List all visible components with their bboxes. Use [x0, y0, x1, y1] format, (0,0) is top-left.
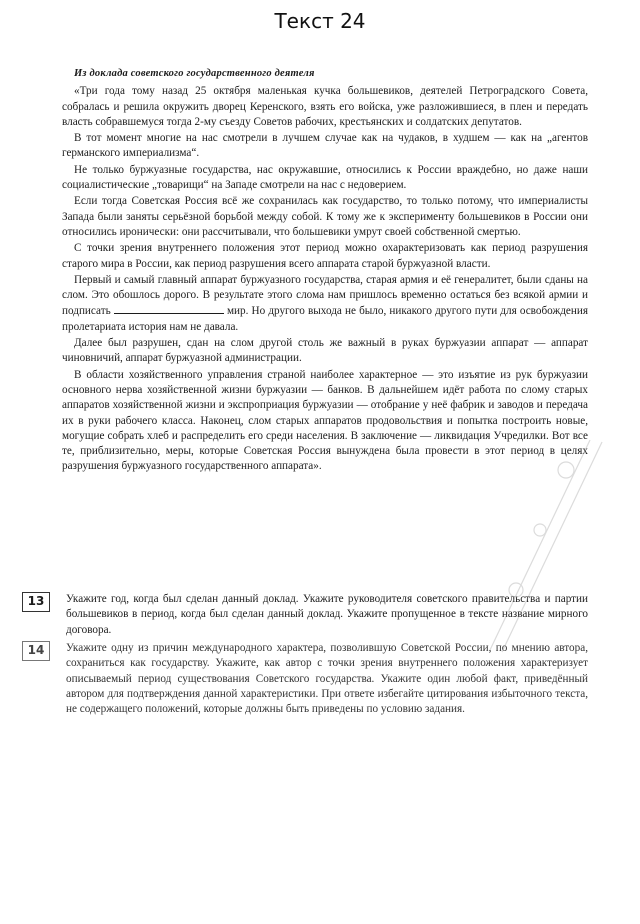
task-number-box: 13 — [22, 592, 50, 612]
page-title: Текст 24 — [274, 9, 366, 33]
army-text-after: мир. Но другого выхода не было, никакого другого пути для освобождения пролетариата история нам не давала. — [62, 305, 589, 333]
text-paragraph: С точки зрения внутреннего положения этот период можно охарактеризовать как период разрушения старого мира в России, как период разрушения всего аппарата старой буржуазной власти. — [62, 242, 588, 270]
source-text-block — [62, 66, 588, 475]
text-paragraph: Если тогда Советская Россия всё же сохранилась как государство, то только потому, что империалисты Запада были заняты серьёзной борьбой между собой. К тому же к эксперименту большевиков в России они относились иронически: они рассчитывали, что большевики умрут своей собственной смертью. — [62, 195, 588, 238]
task-13 — [22, 592, 588, 638]
task-14 — [22, 641, 588, 717]
text-paragraph: «Три года тому назад 25 октября маленькая кучка большевиков, деятелей Петроградского Совета, собралась и решила окружить дворец Керенского, взять его войска, уже разложившиеся, в плен и передать власть собравшемуся тогда 2-му съезду Советов рабочих, крестьянских и солдатских депутатов. — [62, 85, 588, 128]
task-text: Укажите год, когда был сделан данный доклад. Укажите руководителя советского правительства и партии большевиков в период, когда был сделан данный доклад. Укажите пропущенное в тексте название мирного договора. — [66, 593, 588, 636]
text-paragraph: Далее был разрушен, сдан на слом другой столь же важный в руках буржуазии аппарат — аппарат чиновничий, аппарат буржуазной администрации. — [62, 337, 588, 365]
task-number-box: 14 — [22, 641, 50, 661]
text-paragraph: Не только буржуазные государства, нас окружавшие, относились к России враждебно, но даже наши социалистические „товарищи“ на Западе смотрели на нас с недоверием. — [62, 163, 588, 192]
text-paragraph: В тот момент многие на нас смотрели в лучшем случае как на чудаков, в худшем — как на „агентов германского империализма“. — [62, 132, 588, 160]
task-text: Укажите одну из причин международного характера, позволившую Советской России, по мнению автора, сохраниться как государству. Укажите, как автор с точки зрения внутреннего положения характеризует описываемый период существования Советского государства. Укажите один любой факт, приведённый автором для подтверждения данной характеристики. При ответе избегайте цитирования избыточного текста, не содержащего положений, которые должны быть приведены по условию задания. — [66, 642, 588, 716]
source-subtitle: Из доклада советского государственного деятеля — [74, 68, 315, 79]
army-text-before: Первый и самый главный аппарат буржуазного государства, старая армия и её генералитет, были сданы на слом. Это обошлось дорого. В результате этого слома нам пришлось временно остаться без всякой армии и подписать — [62, 273, 588, 318]
text-paragraph: В области хозяйственного управления страной наиболее характерное — это изъятие из рук буржуазии основного нерва хозяйственной жизни буржуазии — банков. В дальнейшем идёт работа по слому старых аппаратов хозяйственной жизни и экспроприация буржуазии — отобрание у неё фабрик и заводов и передача их в руки рабочего класса. Наконец, слом старых аппаратов продовольствия и попытка построить новые, могущие собрать хлеб и распределить его среди населения. В заключение — ликвидация Учредилки. Вот все те, приблизительно, меры, которые Советская Россия вынуждена была провести в этот период в целях разрушения буржуазного государственного аппарата». — [62, 368, 588, 473]
missing-treaty-blank — [114, 303, 224, 314]
army-paragraph — [62, 273, 588, 335]
